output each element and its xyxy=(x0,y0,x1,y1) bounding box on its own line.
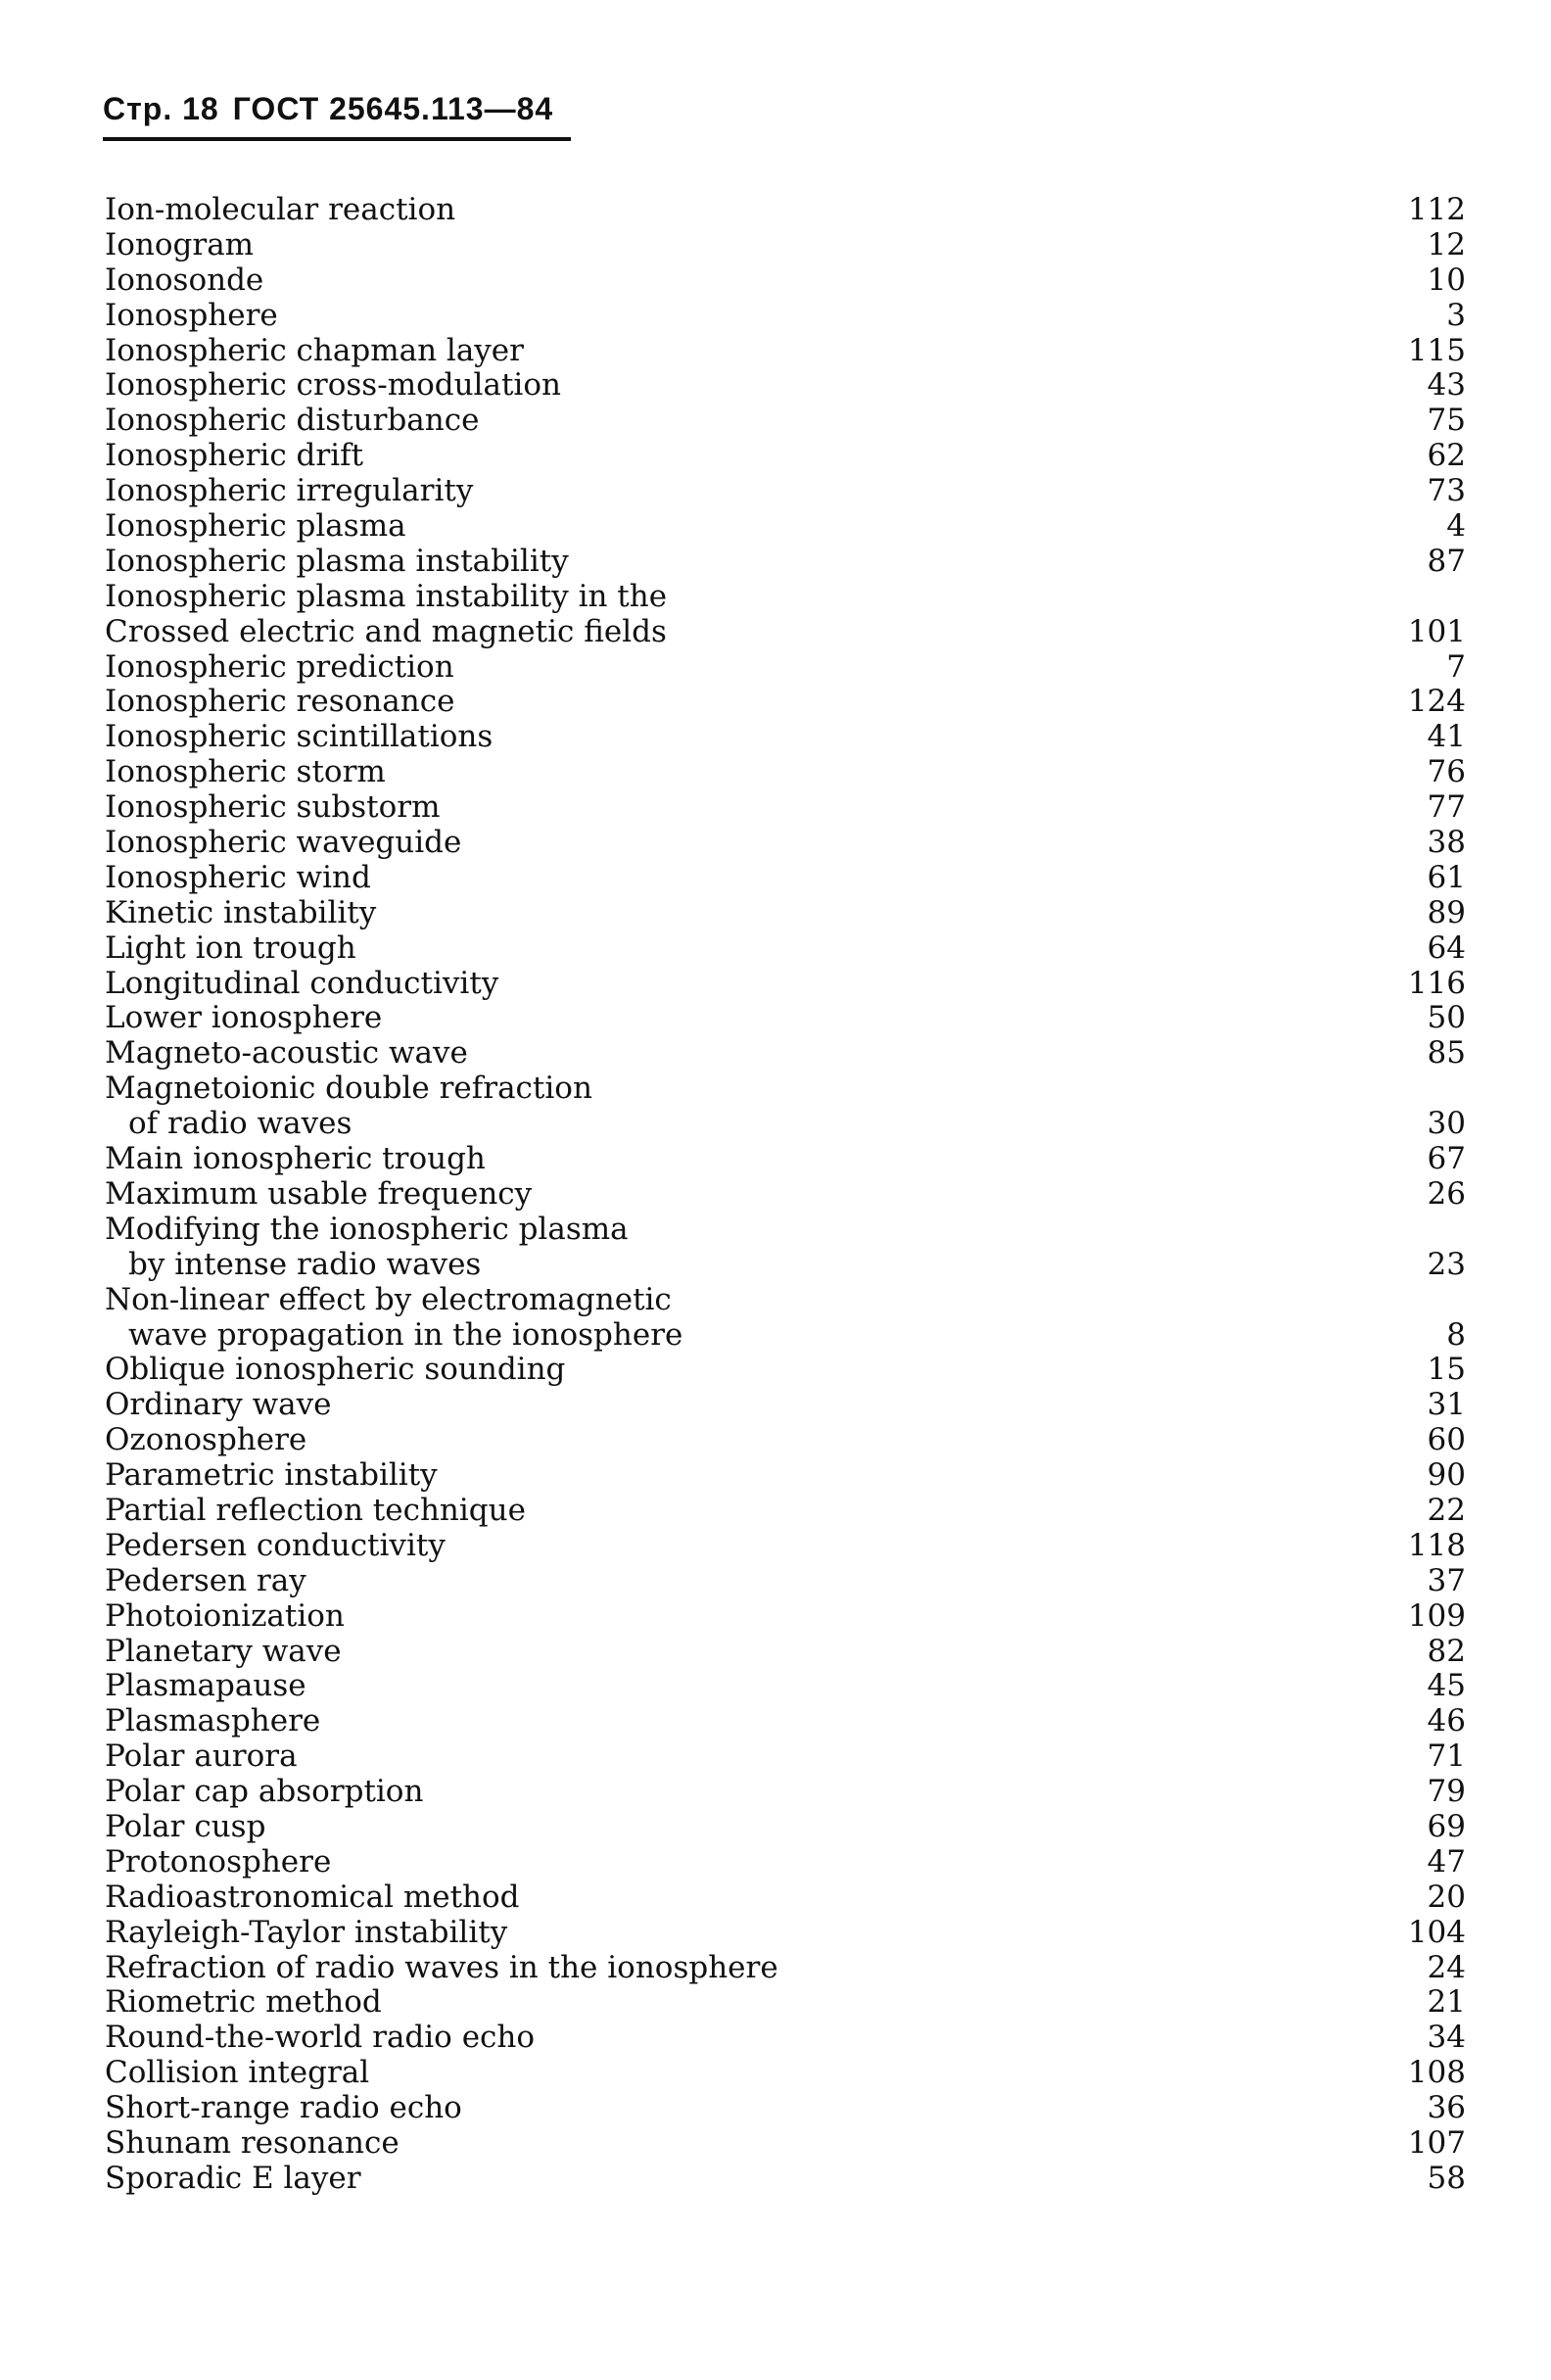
index-entry-line xyxy=(105,1494,1466,1529)
index-entry-line xyxy=(105,1845,1466,1880)
index-page-number: 22 xyxy=(1427,1492,1466,1528)
index-entry xyxy=(105,1177,1466,1213)
index-page-number: 50 xyxy=(1427,1000,1466,1036)
index-term: Sporadic E layer xyxy=(105,2160,361,2196)
index-page-number: 23 xyxy=(1427,1246,1466,1282)
index-term: Ionospheric wind xyxy=(105,859,371,895)
index-entry xyxy=(105,931,1466,967)
index-page-number: 62 xyxy=(1427,438,1466,474)
index-term: Ionospheric drift xyxy=(105,438,364,474)
index-page-number: 47 xyxy=(1427,1843,1466,1880)
index-entry xyxy=(105,1775,1466,1810)
index-entry xyxy=(105,720,1466,755)
index-page-number: 116 xyxy=(1407,965,1466,1001)
index-page-number: 87 xyxy=(1427,543,1466,579)
index-entry-line xyxy=(105,509,1466,545)
term-index-list xyxy=(105,193,1466,2197)
index-entry xyxy=(105,790,1466,826)
index-entry-line xyxy=(105,1775,1466,1810)
index-page-number: 58 xyxy=(1427,2160,1466,2196)
index-term: Maximum usable frequency xyxy=(105,1175,533,1212)
index-entry xyxy=(105,1704,1466,1739)
index-entry-line xyxy=(105,1213,1466,1248)
index-term: Oblique ionospheric sounding xyxy=(105,1352,566,1388)
header-rule xyxy=(103,137,571,141)
index-entry xyxy=(105,509,1466,545)
index-entry xyxy=(105,299,1466,334)
index-entry-line xyxy=(105,1704,1466,1739)
index-page-number: 10 xyxy=(1427,262,1466,298)
index-page-number: 7 xyxy=(1446,648,1466,685)
index-term: Ionospheric substorm xyxy=(105,789,441,826)
index-page-number: 89 xyxy=(1427,894,1466,930)
index-entry-line xyxy=(105,1001,1466,1036)
index-page-number: 64 xyxy=(1427,929,1466,966)
index-entry-line xyxy=(105,1353,1466,1388)
index-entry xyxy=(105,1071,1466,1142)
index-entry-line xyxy=(105,299,1466,334)
index-entry xyxy=(105,2021,1466,2056)
index-term: Plasmasphere xyxy=(105,1703,321,1739)
index-term: Polar cusp xyxy=(105,1808,266,1844)
index-entry xyxy=(105,1916,1466,1951)
index-term: Round-the-world radio echo xyxy=(105,2020,536,2056)
index-entry xyxy=(105,1494,1466,1529)
index-term: Plasmapause xyxy=(105,1668,306,1704)
index-entry-line xyxy=(105,1880,1466,1916)
index-entry xyxy=(105,1985,1466,2021)
index-entry-line xyxy=(105,1810,1466,1845)
index-term: Longitudinal conductivity xyxy=(105,965,499,1001)
index-entry xyxy=(105,1142,1466,1177)
index-entry-line xyxy=(105,1635,1466,1670)
index-entry-line xyxy=(105,368,1466,404)
index-page-number: 124 xyxy=(1407,684,1466,720)
index-term: Magnetoionic double refraction xyxy=(105,1071,592,1107)
index-page-number: 61 xyxy=(1427,859,1466,895)
index-entry-line xyxy=(105,685,1466,720)
index-page-number: 90 xyxy=(1427,1457,1466,1494)
index-entry-line xyxy=(105,1985,1466,2021)
index-page-number: 82 xyxy=(1427,1633,1466,1669)
index-entry xyxy=(105,1283,1466,1354)
index-term: Modifying the ionospheric plasma xyxy=(105,1211,629,1247)
index-entry-line xyxy=(105,2091,1466,2126)
index-page-number: 112 xyxy=(1407,192,1466,227)
index-entry-line xyxy=(105,2162,1466,2197)
index-term: Kinetic instability xyxy=(105,894,377,930)
index-term: Ionospheric waveguide xyxy=(105,825,462,861)
index-page-number: 4 xyxy=(1446,508,1466,545)
index-term: Protonosphere xyxy=(105,1843,332,1880)
index-page-number: 15 xyxy=(1427,1352,1466,1388)
index-entry xyxy=(105,826,1466,861)
index-term: by intense radio waves xyxy=(128,1246,482,1282)
index-term: Refraction of radio waves in the ionosphere xyxy=(105,1949,778,1985)
index-page-number: 31 xyxy=(1427,1387,1466,1423)
index-term: Short-range radio echo xyxy=(105,2090,462,2126)
index-entry-line xyxy=(105,1458,1466,1494)
index-entry xyxy=(105,1001,1466,1036)
index-entry-line xyxy=(105,1071,1466,1107)
index-entry-line xyxy=(105,615,1466,650)
index-entry xyxy=(105,1599,1466,1635)
index-term: Planetary wave xyxy=(105,1633,342,1669)
index-page-number: 118 xyxy=(1407,1527,1466,1563)
index-page-number: 37 xyxy=(1427,1562,1466,1598)
index-entry-line xyxy=(105,1142,1466,1177)
index-entry-line xyxy=(105,650,1466,686)
index-entry-line xyxy=(105,228,1466,263)
index-entry xyxy=(105,193,1466,228)
index-entry-line xyxy=(105,1036,1466,1071)
index-term: Main ionospheric trough xyxy=(105,1141,486,1177)
index-page-number: 38 xyxy=(1427,825,1466,861)
index-term: Ionospheric irregularity xyxy=(105,473,474,509)
index-page-number: 71 xyxy=(1427,1738,1466,1775)
index-term: Ionospheric plasma instability xyxy=(105,543,569,579)
index-term: Ordinary wave xyxy=(105,1387,332,1423)
index-entry xyxy=(105,368,1466,404)
index-entry xyxy=(105,755,1466,790)
index-term: Photoionization xyxy=(105,1597,345,1634)
index-entry-line xyxy=(105,439,1466,474)
index-term: Polar aurora xyxy=(105,1738,298,1775)
index-term: Lower ionosphere xyxy=(105,1000,383,1036)
index-entry xyxy=(105,2126,1466,2162)
index-entry xyxy=(105,439,1466,474)
index-entry-line xyxy=(105,2126,1466,2162)
index-entry xyxy=(105,404,1466,439)
index-entry xyxy=(105,1458,1466,1494)
index-term: Ionogram xyxy=(105,226,255,262)
index-term: Pedersen ray xyxy=(105,1562,306,1598)
index-entry-line xyxy=(105,1951,1466,1986)
index-entry xyxy=(105,1635,1466,1670)
index-entry xyxy=(105,1810,1466,1845)
index-page-number: 30 xyxy=(1427,1106,1466,1142)
index-term: Ionospheric storm xyxy=(105,754,386,790)
index-entry xyxy=(105,967,1466,1002)
index-page-number: 36 xyxy=(1427,2090,1466,2126)
index-page-number: 73 xyxy=(1427,473,1466,509)
index-entry-line xyxy=(105,1669,1466,1704)
index-term: Ion-molecular reaction xyxy=(105,192,456,227)
index-term: Polar cap absorption xyxy=(105,1774,424,1810)
index-entry xyxy=(105,896,1466,931)
index-entry-line xyxy=(105,404,1466,439)
index-entry xyxy=(105,1529,1466,1564)
index-entry-line xyxy=(105,193,1466,228)
index-entry-line xyxy=(105,1423,1466,1458)
index-entry xyxy=(105,263,1466,299)
index-entry-line xyxy=(105,790,1466,826)
index-page-number: 77 xyxy=(1427,789,1466,826)
index-entry-line xyxy=(105,967,1466,1002)
index-entry xyxy=(105,2056,1466,2091)
index-page-number: 69 xyxy=(1427,1808,1466,1844)
index-term: Parametric instability xyxy=(105,1457,438,1494)
index-entry xyxy=(105,1353,1466,1388)
index-page-number: 109 xyxy=(1407,1597,1466,1634)
index-term: Ionospheric resonance xyxy=(105,684,455,720)
index-entry-line xyxy=(105,1388,1466,1423)
index-page-number: 107 xyxy=(1407,2124,1466,2161)
index-entry-line xyxy=(105,1248,1466,1283)
index-entry xyxy=(105,1845,1466,1880)
standard-designation: ГОСТ 25645.113—84 xyxy=(232,91,554,126)
index-term: Ionospheric plasma xyxy=(105,508,406,545)
index-entry xyxy=(105,1564,1466,1599)
index-term: Collision integral xyxy=(105,2055,370,2091)
index-page-number: 104 xyxy=(1407,1914,1466,1950)
index-entry-line xyxy=(105,1177,1466,1213)
index-term: Riometric method xyxy=(105,1984,382,2021)
index-entry xyxy=(105,1423,1466,1458)
index-term: Ionospheric disturbance xyxy=(105,403,480,439)
index-entry-line xyxy=(105,896,1466,931)
index-entry-line xyxy=(105,334,1466,369)
index-entry-line xyxy=(105,474,1466,509)
index-term: Light ion trough xyxy=(105,929,356,966)
index-entry-line xyxy=(105,2021,1466,2056)
index-term: Ionosonde xyxy=(105,262,264,298)
index-entry-line xyxy=(105,1529,1466,1564)
index-term: Ionosphere xyxy=(105,297,278,333)
index-page-number: 12 xyxy=(1427,226,1466,262)
index-term: Ionospheric cross-modulation xyxy=(105,367,561,404)
index-page-number: 26 xyxy=(1427,1175,1466,1212)
index-page-number: 41 xyxy=(1427,719,1466,755)
page-number-label: Стр. 18 xyxy=(103,91,219,126)
index-entry-line xyxy=(105,720,1466,755)
index-entry-line xyxy=(105,1599,1466,1635)
index-entry xyxy=(105,1213,1466,1283)
index-page-number: 21 xyxy=(1427,1984,1466,2021)
page-header xyxy=(103,89,553,128)
index-entry xyxy=(105,1880,1466,1916)
index-term: Ozonosphere xyxy=(105,1422,307,1458)
index-term: Ionospheric prediction xyxy=(105,648,454,685)
index-entry-line xyxy=(105,931,1466,967)
index-entry-line xyxy=(105,580,1466,615)
index-entry xyxy=(105,474,1466,509)
index-term: Non-linear effect by electromagnetic xyxy=(105,1281,672,1317)
index-page-number: 76 xyxy=(1427,754,1466,790)
index-entry xyxy=(105,861,1466,896)
index-page-number: 67 xyxy=(1427,1141,1466,1177)
index-page-number: 101 xyxy=(1407,613,1466,649)
index-page-number: 85 xyxy=(1427,1035,1466,1071)
index-entry-line xyxy=(105,1283,1466,1318)
index-page-number: 34 xyxy=(1427,2020,1466,2056)
index-entry-line xyxy=(105,826,1466,861)
index-entry xyxy=(105,1036,1466,1071)
index-entry xyxy=(105,334,1466,369)
index-term: Ionospheric chapman layer xyxy=(105,332,524,368)
index-entry xyxy=(105,2091,1466,2126)
index-page-number: 3 xyxy=(1446,297,1466,333)
index-term: Crossed electric and magnetic fields xyxy=(105,613,667,649)
index-page-number: 108 xyxy=(1407,2055,1466,2091)
index-entry xyxy=(105,1669,1466,1704)
index-page-number: 20 xyxy=(1427,1879,1466,1915)
index-page-number: 79 xyxy=(1427,1774,1466,1810)
index-page-number: 46 xyxy=(1427,1703,1466,1739)
index-entry xyxy=(105,685,1466,720)
index-page-number: 60 xyxy=(1427,1422,1466,1458)
index-entry xyxy=(105,1951,1466,1986)
index-term: Ionospheric scintillations xyxy=(105,719,494,755)
index-entry-line xyxy=(105,861,1466,896)
index-entry xyxy=(105,580,1466,650)
index-page-number: 115 xyxy=(1407,332,1466,368)
index-entry-line xyxy=(105,263,1466,299)
index-page-number: 24 xyxy=(1427,1949,1466,1985)
index-term: of radio waves xyxy=(128,1106,352,1142)
index-entry xyxy=(105,650,1466,686)
index-term: wave propagation in the ionosphere xyxy=(128,1316,683,1353)
index-term: Ionospheric plasma instability in the xyxy=(105,578,668,614)
index-entry xyxy=(105,228,1466,263)
index-entry-line xyxy=(105,2056,1466,2091)
index-entry-line xyxy=(105,1916,1466,1951)
index-page-number: 8 xyxy=(1446,1316,1466,1353)
index-term: Pedersen conductivity xyxy=(105,1527,446,1563)
index-entry-line xyxy=(105,755,1466,790)
index-entry-line xyxy=(105,1318,1466,1354)
index-entry xyxy=(105,1388,1466,1423)
index-entry-line xyxy=(105,1107,1466,1142)
index-term: Shunam resonance xyxy=(105,2124,400,2161)
index-entry-line xyxy=(105,545,1466,580)
index-page-number: 75 xyxy=(1427,403,1466,439)
index-entry xyxy=(105,2162,1466,2197)
index-page-number: 45 xyxy=(1427,1668,1466,1704)
index-entry xyxy=(105,1739,1466,1775)
index-entry-line xyxy=(105,1564,1466,1599)
index-term: Rayleigh-Taylor instability xyxy=(105,1914,508,1950)
index-term: Partial reflection technique xyxy=(105,1492,526,1528)
index-entry xyxy=(105,545,1466,580)
index-term: Magneto-acoustic wave xyxy=(105,1035,468,1071)
index-term: Radioastronomical method xyxy=(105,1879,520,1915)
index-page-number: 43 xyxy=(1427,367,1466,404)
index-entry-line xyxy=(105,1739,1466,1775)
